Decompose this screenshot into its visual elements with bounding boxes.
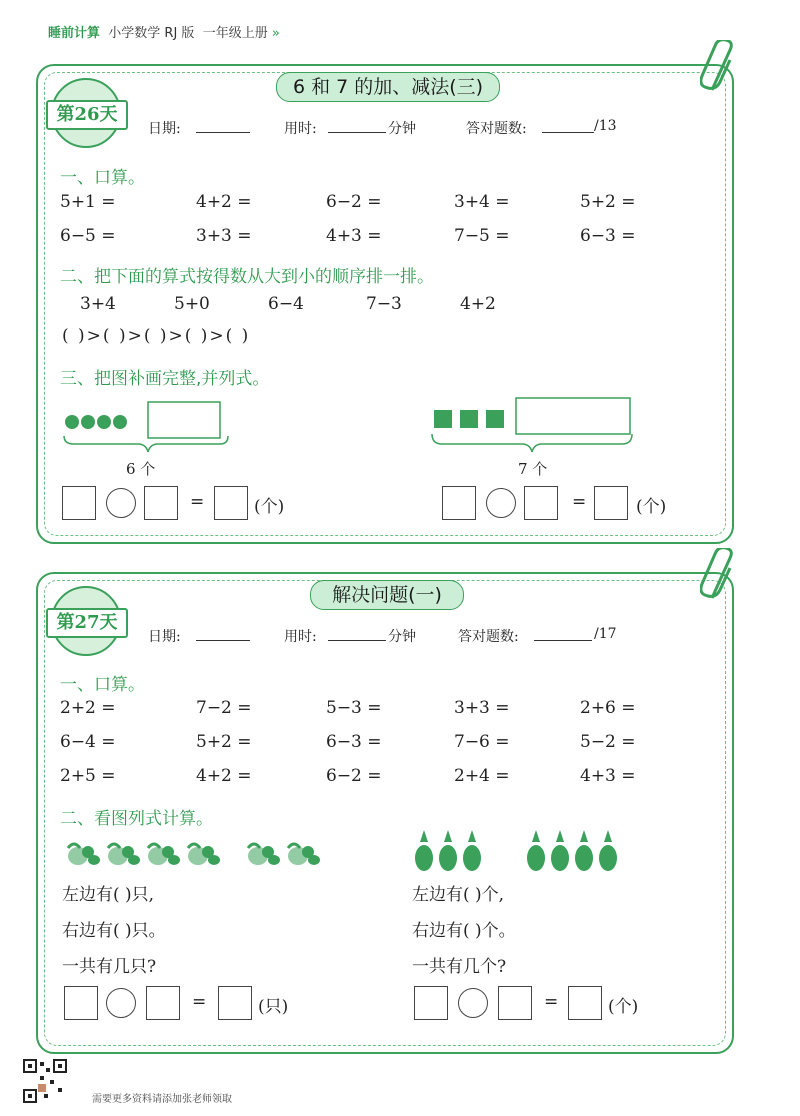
equation: 5+2 = [196, 732, 252, 752]
time-blank[interactable] [328, 628, 386, 641]
time-label: 用时: [284, 629, 317, 645]
order-item: 6−4 [268, 294, 304, 314]
lesson-title: 解决问题(一) [310, 580, 464, 610]
paperclip-icon [700, 40, 740, 100]
unit-label: (只) [258, 997, 289, 1017]
unit-label: (个) [608, 997, 639, 1017]
brand-label: 睡前计算 [48, 26, 101, 41]
equals-sign: = [572, 492, 587, 512]
order-answer-line[interactable]: ( )>( )>( )>( )>( ) [62, 326, 251, 346]
equation: 4+2 = [196, 192, 252, 212]
day-badge [48, 78, 122, 148]
equation: 3+4 = [454, 192, 510, 212]
pineapples-figure [412, 830, 652, 874]
answer-box[interactable] [214, 486, 248, 520]
equation: 4+3 = [580, 766, 636, 786]
day-label: 第27天 [46, 608, 128, 638]
squirrels-figure [64, 836, 334, 872]
score-label: 答对题数: [466, 121, 527, 137]
question-text: 左边有( )个, [412, 885, 505, 905]
order-item: 4+2 [460, 294, 496, 314]
equation: 6−5 = [60, 226, 116, 246]
time-label: 用时: [284, 121, 317, 137]
equals-sign: = [190, 492, 205, 512]
question-text: 左边有( )只, [62, 885, 155, 905]
operator-circle[interactable] [106, 488, 136, 518]
grade-label: 一年级上册 [202, 26, 268, 41]
time-unit: 分钟 [388, 121, 416, 137]
paperclip-icon [700, 548, 740, 608]
equals-sign: = [192, 992, 207, 1012]
date-blank[interactable] [196, 120, 250, 133]
answer-box[interactable] [144, 486, 178, 520]
operator-circle[interactable] [458, 988, 488, 1018]
day26-card [36, 64, 734, 544]
answer-box[interactable] [218, 986, 252, 1020]
answer-box[interactable] [594, 486, 628, 520]
equation: 7−6 = [454, 732, 510, 752]
operator-circle[interactable] [486, 488, 516, 518]
date-label: 日期: [148, 629, 181, 645]
qr-code-icon[interactable] [22, 1058, 68, 1104]
score-total: /17 [594, 626, 617, 642]
equation: 6−3 = [580, 226, 636, 246]
answer-box[interactable] [498, 986, 532, 1020]
score-total: /13 [594, 118, 617, 134]
equation: 2+2 = [60, 698, 116, 718]
answer-box[interactable] [442, 486, 476, 520]
equation: 4+3 = [326, 226, 382, 246]
equation: 7−5 = [454, 226, 510, 246]
answer-box[interactable] [62, 486, 96, 520]
equation: 3+3 = [196, 226, 252, 246]
date-label: 日期: [148, 121, 181, 137]
question-text: 一共有几个? [412, 957, 507, 977]
unit-label: (个) [254, 497, 285, 517]
total-label: 6 个 [126, 460, 156, 478]
section-title: 三、把图补画完整,并列式。 [60, 369, 270, 389]
equation: 6−3 = [326, 732, 382, 752]
squares-figure [430, 394, 640, 458]
equation: 6−2 = [326, 766, 382, 786]
equation: 2+5 = [60, 766, 116, 786]
section-title: 一、口算。 [60, 675, 145, 695]
score-blank[interactable] [542, 120, 594, 133]
equation: 4+2 = [196, 766, 252, 786]
time-blank[interactable] [328, 120, 386, 133]
footer-text: 需要更多资料请添加张老师领取 [92, 1094, 232, 1105]
question-text: 右边有( )只。 [62, 921, 166, 941]
equals-sign: = [544, 992, 559, 1012]
dots-figure [60, 396, 236, 458]
score-blank[interactable] [534, 628, 592, 641]
equation: 2+4 = [454, 766, 510, 786]
question-text: 右边有( )个。 [412, 921, 516, 941]
subject-label: 小学数学 RJ 版 [108, 26, 195, 41]
section-title: 二、把下面的算式按得数从大到小的顺序排一排。 [60, 267, 434, 287]
time-unit: 分钟 [388, 629, 416, 645]
equation: 5−3 = [326, 698, 382, 718]
date-blank[interactable] [196, 628, 250, 641]
answer-box[interactable] [524, 486, 558, 520]
order-item: 5+0 [174, 294, 210, 314]
total-label: 7 个 [518, 460, 548, 478]
answer-box[interactable] [568, 986, 602, 1020]
day-badge [48, 586, 122, 656]
operator-circle[interactable] [106, 988, 136, 1018]
answer-box[interactable] [146, 986, 180, 1020]
order-item: 7−3 [366, 294, 402, 314]
chevron-icon: » [271, 26, 280, 41]
question-text: 一共有几只? [62, 957, 157, 977]
equation: 5−2 = [580, 732, 636, 752]
answer-box[interactable] [414, 986, 448, 1020]
equation: 7−2 = [196, 698, 252, 718]
equation: 3+3 = [454, 698, 510, 718]
score-label: 答对题数: [458, 629, 519, 645]
equation: 6−4 = [60, 732, 116, 752]
lesson-title: 6 和 7 的加、减法(三) [276, 72, 500, 102]
page-header [48, 22, 280, 41]
order-item: 3+4 [80, 294, 116, 314]
equation: 2+6 = [580, 698, 636, 718]
section-title: 二、看图列式计算。 [60, 809, 213, 829]
equation: 6−2 = [326, 192, 382, 212]
day27-card [36, 572, 734, 1054]
section-title: 一、口算。 [60, 168, 145, 188]
answer-box[interactable] [64, 986, 98, 1020]
equation: 5+1 = [60, 192, 116, 212]
equation: 5+2 = [580, 192, 636, 212]
unit-label: (个) [636, 497, 667, 517]
day-label: 第26天 [46, 100, 128, 130]
